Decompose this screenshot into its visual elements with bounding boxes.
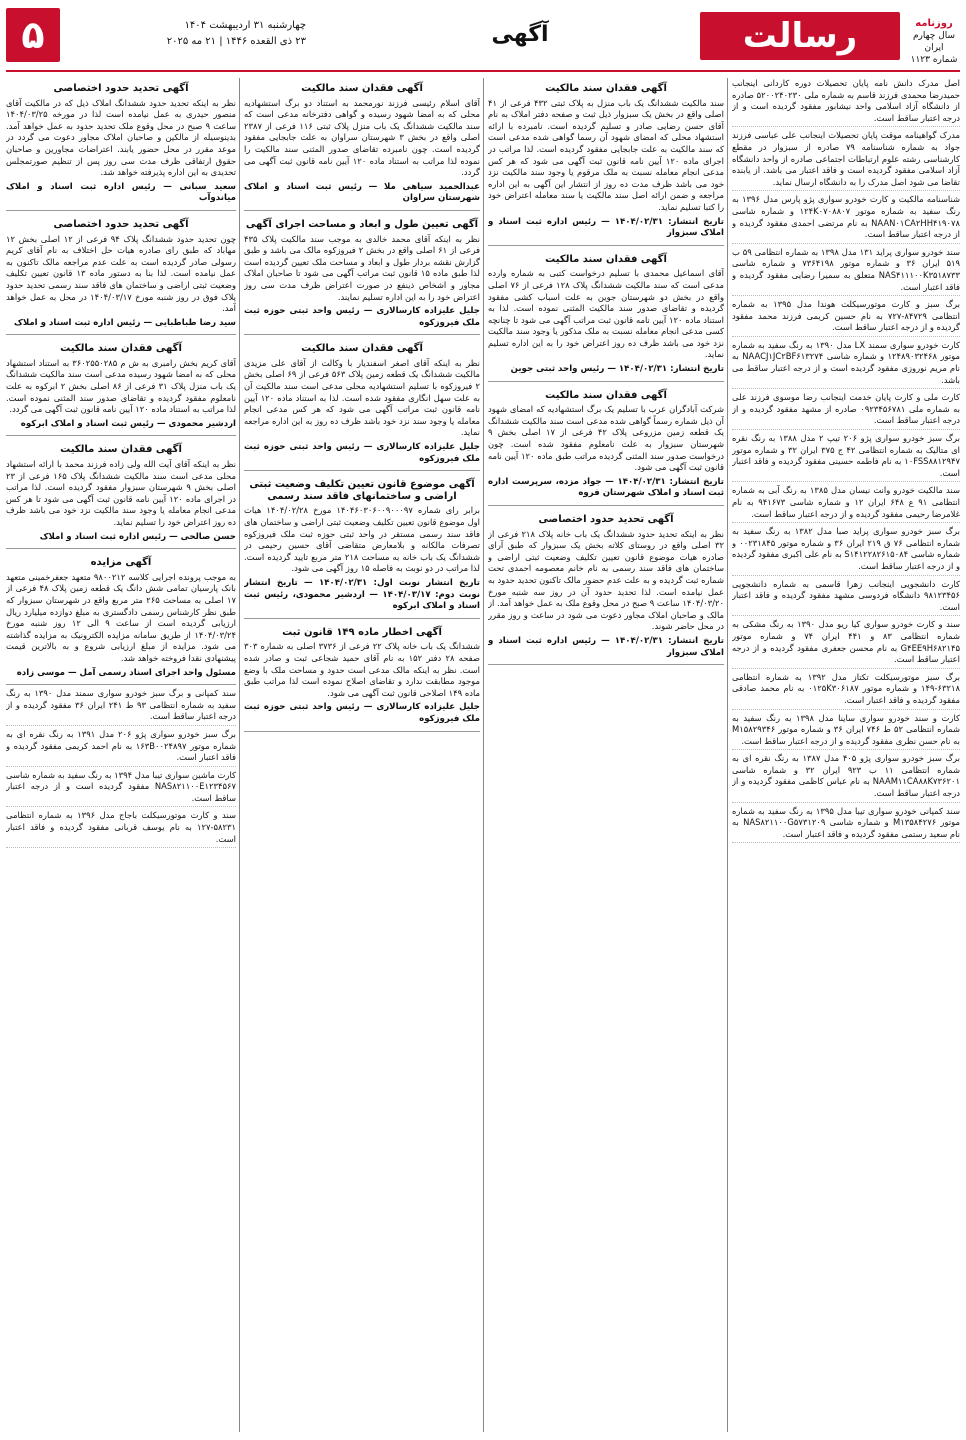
lost-notice: برگ سبز و کارت موتورسیکلت هوندا مدل ۱۳۹۵ به شماره انتظامی ۸۴۷۲۹-۷۲۷ به نام حسین کریمی فرزند محمد مفقود گردیده و از درجه اعتبار ساقط است. [732,299,960,337]
ad-block [244,214,480,335]
ad-title: آگهی فقدان سند مالکیت [545,253,667,265]
lost-notice: برگ سبز خودرو سواری پراید صبا مدل ۱۳۸۲ به رنگ سفید به شماره انتظامی ۷۶ ق ۲۱۹ ایران ۳۶ و شماره موتور ۰۰۲۳۱۸۴۵ و شماره شاسی S۱۴۱۲۲۸۲۶۱۵۰۸۴ به نام علی اکبری مفقود گردیده و از درجه اعتبار ساقط است. [732,526,960,575]
column-divider [727,78,728,1432]
lost-notice: سند و کارت موتورسیکلت باجاج مدل ۱۳۹۶ به شماره انتظامی ۵۸۲۳۱-۱۲۷ به نام یوسف قربانی مفقود گردیده و فاقد اعتبار است. [6,810,236,848]
ad-block [244,474,480,619]
ad-title: آگهی تعیین طول و ابعاد و مساحت اجرای آگهی [245,218,479,230]
column-divider [483,78,484,1432]
ad-body: چون تحدید حدود ششدانگ پلاک ۹۴ فرعی از ۱۲ اصلی بخش ۱۲ مهاباد که طبق رای صادره هیات حل اختلاف به نام آقای کریم رسولی صادر گردیده است به علت عدم مراجعه مالک تاکنون به عمل نیامده است. لذا بنا به دستور ماده ۱۳ قانون تعیین تکلیف وضعیت ثبتی اراضی و ساختمان های فاقد سند رسمی تحدید حدود پلاک فوق در روز شنبه مورخ ۱۴۰۴/۰۳/۱۷ در محل به عمل خواهد آمد. [6,233,236,314]
ad-body: به موجب پرونده اجرایی کلاسه ۹۸۰۰۲۱۲ متعهد جعفرخمینی متعهد بانک پارسیان تمامی شش دانگ یک قطعه زمین پلاک ۴۸ فرعی از ۱۷ اصلی به مساحت ۲۶۵ متر مربع واقع در شهرستان سبزوار که طبق نظر کارشناس رسمی دادگستری به مبلغ دوازده میلیارد ریال ارزیابی گردیده است از ساعت ۹ الی ۱۲ روز شنبه مورخ ۱۴۰۴/۰۳/۲۴ از طریق سامانه مزایده الکترونیک به مزایده گذاشته می شود. مزایده از مبلغ ارزیابی شروع و به بالاترین قیمت پیشنهادی نقدا فروخته خواهد شد. [6,571,236,663]
column-divider [239,78,240,1432]
ad-block [488,78,724,246]
ad-signature: تاریخ انتشار: ۱۴۰۴/۰۲/۳۱ — جواد مزده، سرپرست اداره ثبت اسناد و املاک شهرستان فروه [488,476,724,499]
lost-notice: کارت دانشجویی اینجانب زهرا قاسمی به شماره دانشجویی ۹۸۱۲۳۴۵۶ دانشگاه فردوسی مشهد مفقود گردیده و فاقد اعتبار است. [732,579,960,617]
masthead [6,8,960,68]
ad-block [488,509,724,665]
column-4 [6,78,236,1432]
lost-notice: برگ سبز خودرو سواری پژو ۲۰۶ تیپ ۲ مدل ۱۳۸۸ به رنگ نقره ای متالیک به شماره انتظامی ۴۲ ج ۳۷۵ ایران ۳۲ و شماره موتور ۱۰FSS۸۸۱۲۹۴۷ به نام فاطمه حسینی مفقود گردیده و فاقد اعتبار است. [732,433,960,482]
ad-body: ششدانگ یک باب خانه پلاک ۲۲ فرعی از ۳۷۳۶ اصلی به شماره ۳۰۳ صفحه ۲۸ دفتر ۱۵۲ به نام آقای حمید شجاعی ثبت و صادر شده است. نظر به اینکه مالک مدعی است حدود و مساحت ملک با وضع موجود مطابقت ندارد و تقاضای اصلاح نموده است لذا مراتب طبق ماده ۱۴۹ اصلاحی قانون ثبت آگهی می شود. [244,641,480,698]
ad-block [244,78,480,211]
date-block [66,18,306,50]
ad-body: سند مالکیت ششدانگ یک باب منزل به پلاک ثبتی ۴۳۲ فرعی از ۴۱ اصلی واقع در بخش یک سبزوار ذیل ثبت و صفحه دفتر املاک به نام آقای حسن رضایی صادر و تسلیم گردیده است. نامبرده با ارائه استشهاد محلی که امضای شهود آن رسما گواهی شده مدعی است که سند مالکیت به علت جابجایی مفقود گردیده است. لذا مراتب در اجرای ماده ۱۲۰ آیین نامه قانون ثبت آگهی می شود که هر کس مدعی انجام معامله نسبت به ملک مرقوم یا وجود سند مالکیت نزد خود می باشد ظرف مدت ده روز از انتشار این آگهی به این اداره مراجعه و ضمن ارائه اصل سند مالکیت یا سند معامله اعتراض خود را کتبا تسلیم نماید. [488,97,724,212]
ad-body: برابر رای شماره ۱۴۰۴۶۰۳۰۶۰۰۹۰۰۰۹۷ مورخ ۱۴۰۴/۰۲/۲۸ هیات اول موضوع قانون تعیین تکلیف وضعیت ثبتی اراضی و ساختمان های فاقد سند رسمی مستقر در واحد ثبتی حوزه ثبت ملک فیروزکوه تصرفات مالکانه و بلامعارض متقاضی آقای حسین رحیمی در ششدانگ یک باب خانه به مساحت ۲۱۸ متر مربع تایید گردیده است. لذا مراتب در دو نوبت به فاصله ۱۵ روز آگهی می شود. [244,505,480,574]
lost-notice: سند و کارت خودرو سواری کیا ریو مدل ۱۳۹۰ به رنگ مشکی به شماره انتظامی ۸۳ و ۴۴۱ ایران ۷۴ و شماره موتور G۴EE۹H۶۸۲۱۴۵ به نام محسن جعفری مفقود گردیده و از درجه اعتبار ساقط است. [732,619,960,668]
lost-notice: برگ سبز موتورسیکلت تکتاز مدل ۱۳۹۲ به شماره انتظامی ۶۳۲۱۸-۱۴۹ و شماره موتور ۰۱۲۵K۳۰۶۱۸۷ به نام محمد صادقی مفقود گردیده و فاقد اعتبار است. [732,672,960,710]
column-3 [244,78,480,1432]
ad-signature: اردشیر محمودی — رئیس ثبت اسناد و املاک ابرکوه [20,418,236,429]
ad-title: آگهی فقدان سند مالکیت [301,343,423,355]
ad-signature: مسئول واحد اجرای اسناد رسمی آمل — موسی زاده [16,667,236,678]
ad-signature: جلیل علیزاده کارسالاری — رئیس واحد ثبتی حوزه ثبت ملک فیروزکوه [244,702,480,724]
issue-info [908,18,960,66]
ad-title: آگهی اخطار ماده ۱۴۹ قانون ثبت [282,626,442,638]
ad-title: آگهی فقدان سند مالکیت [301,83,423,94]
ad-body: نظر به اینکه تحدید حدود ششدانگ املاک ذیل که در مالکیت آقای منصور حیدری به عمل نیامده است لذا در مورخه ۱۴۰۴/۰۳/۲۵ ساعت ۹ صبح در محل وقوع ملک تحدید حدود به عمل خواهد آمد. بدینوسیله از مالکین و صاحبان املاک مجاور دعوت می گردد در موعد مقرر در محل حضور یابند. اعتراضات مجاورین و صاحبان حقوق ارتفاقی ظرف مدت سی روز پس از تنظیم صورتمجلس تحدیدی به این اداره پذیرفته خواهد شد. [6,97,236,178]
header-rule [6,70,960,72]
brand-logo: رسالت [700,12,900,60]
lost-notice: سند مالکیت خودرو وانت نیسان مدل ۱۳۸۵ به رنگ آبی به شماره انتظامی ۹۱ ع ۶۴۸ ایران ۱۲ و شماره شاسی ۹۴۱۶۷۳ به نام غلامرضا رحیمی مفقود گردیده و از درجه اعتبار ساقط است. [732,485,960,523]
ad-title: آگهی فقدان سند مالکیت [60,343,182,355]
ad-body: آقای اسلام رئیسی فرزند نورمحمد به استناد دو برگ استشهادیه محلی که به امضا شهود رسیده و گواهی دفترخانه مدعی است که سند مالکیت ششدانگ یک باب منزل پلاک ثبتی ۱۱۶ فرعی از ۲۳۸۷ اصلی واقع در بخش ۳ شهرستان سراوان به علت جابجایی مفقود گردیده است. چون نامبرده تقاضای صدور المثنی سند مالکیت را نموده لذا مراتب به استناد ماده ۱۲۰ آیین نامه قانون ثبت آگهی می گردد. [244,97,480,178]
ad-signature: جلیل علیزاده کارسالاری — رئیس واحد ثبتی حوزه ثبت ملک فیروزکوه [244,442,480,464]
lost-notice: شناسنامه مالکیت و کارت خودرو سواری پژو پارس مدل ۱۳۹۶ به رنگ سفید به شماره موتور ۱۲۴K۰۷۰۸۸۰۷ و شماره شاسی NAAN۰۱CA۲HH۴۱۹۰۷۸ به نام مرتضی احمدی مفقود گردیده و از درجه اعتبار ساقط است. [732,194,960,243]
ad-block [6,439,236,549]
column-2 [488,78,724,1432]
ad-signature: سعید سبانی — رئیس اداره ثبت اسناد و املاک میاندوآب [6,181,236,204]
ad-signature: تاریخ انتشار نوبت اول: ۱۴۰۴/۰۲/۳۱ — تاریخ انتشار نوبت دوم: ۱۴۰۴/۰۳/۱۷ — اردشیر محمودی، رئیس ثبت اسناد و املاک ابرکوه [244,577,480,612]
ad-signature: عبدالحمید سیاهی ملا — رئیس ثبت اسناد و املاک شهرستان سراوان [244,181,480,204]
paper-tag: ایران [924,43,944,53]
lost-notice: سند کمپانی خودرو سواری تیبا مدل ۱۳۹۵ به رنگ سفید به شماره موتور M۱۳۵۸۴۲۷۶ و شماره شاسی NAS۸۲۱۱۰۰G۵۷۳۱۲۰۹ به نام سعید رستمی مفقود گردیده و فاقد اعتبار است. [732,806,960,844]
ad-signature: سید رضا طباطبایی — رئیس اداره ثبت اسناد و املاک [14,317,236,328]
ad-title: آگهی فقدان سند مالکیت [545,83,667,94]
lost-notice: مدرک گواهینامه موقت پایان تحصیلات اینجانب علی عباسی فرزند جواد به شماره شناسنامه ۷۹ صادره از سبزوار در مقطع کارشناسی رشته علوم ارتباطات اجتماعی صادره از واحد دانشگاه آزاد اسلامی مفقود گردیده است و فاقد اعتبار می باشد. از یابنده تقاضا می شود اصل مدرک را به دانشگاه ارسال نماید. [732,130,960,191]
ad-title: آگهی فقدان سند مالکیت [60,444,182,456]
ad-block [6,214,236,335]
ad-body: آقای کریم بخش رامبری به ش م ۳۶۰۲۵۵۰۲۸۵ به استناد استشهاد محلی که به امضا شهود رسیده مدعی است سند مالکیت ششدانگ یک باب منزل پلاک ۳۱ فرعی از ۸۶ اصلی بخش ۲ ابرکوه به علت نامعلوم مفقود گردیده و تقاضای صدور سند المثنی نموده است. لذا مراتب به استناد ماده ۱۲۰ آیین نامه قانون ثبت آگهی می گردد. [6,357,236,415]
lost-notice: برگ سبز خودرو سواری پژو ۲۰۶ مدل ۱۳۹۱ به رنگ نقره ای به شماره موتور ۱۶۳B۰۰۲۴۸۹۷ به نام احمد کریمی مفقود گردیده و فاقد اعتبار است. [6,729,236,767]
ad-body: نظر به اینکه آقای محمد خالدی به موجب سند مالکیت پلاک ۴۳۵ فرعی از ۶۱ اصلی واقع در بخش ۲ فیروزکوه مالک می باشد و طبق گزارش نقشه بردار طول و ابعاد و مساحت ملک تعیین گردیده است لذا طبق ماده ۱۵ قانون ثبت مراتب آگهی می شود تا صاحبان املاک مجاور و اشخاص ذینفع در صورت اعتراض ظرف مدت سی روز اعتراض خود را به این اداره تسلیم نمایند. [244,233,480,302]
section-title: آگهی [491,22,549,47]
ad-block [244,622,480,732]
ad-signature: تاریخ انتشار: ۱۴۰۴/۰۲/۳۱ — رئیس واحد ثبتی جوین [510,364,724,375]
edition-label: روزنامه [915,18,953,29]
ad-body: نظر به اینکه تحدید حدود ششدانگ یک باب خانه پلاک ۲۱۸ فرعی از ۳۲ اصلی واقع در روستای کلاته بخش یک سبزوار که طبق آرای صادره هیات موضوع قانون تعیین تکلیف وضعیت ثبتی اراضی و ساختمان های فاقد سند رسمی به نام خانم معصومه احمدی تحت شماره ثبت گردیده و به علت عدم حضور مالک تاکنون تحدید حدود به عمل نیامده است. لذا تحدید حدود آن در روز سه شنبه مورخ ۱۴۰۴/۰۳/۲۰ ساعت ۹ صبح در محل وقوع ملک به عمل خواهد آمد. از مالک و صاحبان املاک مجاور دعوت می شود در ساعت و روز مقرر در محل حاضر شوند. [488,528,724,632]
lost-notice: سند خودرو سواری پراید ۱۳۱ مدل ۱۳۹۸ به شماره انتظامی ۵۹ ب ۵۱۹ ایران ۳۶ و شماره موتور ۷۳۶۴۱۹۸ و شماره شاسی NAS۴۱۱۱۰۰K۳۵۱۸۷۳۳ متعلق به سمیرا رضایی مفقود گردیده و فاقد اعتبار است. [732,247,960,296]
ad-block [6,78,236,211]
column-lost-notices [732,78,960,1432]
ad-title: آگهی تحدید حدود اختصاصی [538,514,674,525]
lost-notice: کارت خودرو سواری سمند LX مدل ۱۳۹۰ به رنگ سفید به شماره موتور ۱۲۴۸۹۰۳۲۴۶۸ و شماره شاسی NAACJ۱JC۲BF۶۱۳۲۷۴ به نام مریم نوروزی مفقود گردیده است و از درجه اعتبار ساقط می باشد. [732,340,960,389]
date-persian: چهارشنبه ۳۱ اردیبهشت ۱۴۰۴ [184,20,306,31]
ad-signature: جلیل علیزاده کارسالاری — رئیس واحد ثبتی حوزه ثبت ملک فیروزکوه [244,306,480,328]
lost-notice: برگ سبز خودرو سواری پژو ۴۰۵ مدل ۱۳۸۷ به رنگ نقره ای به شماره انتظامی ۱۱ ب ۹۲۳ ایران ۳۲ و شماره شاسی NAAM۱۱CA۸۸K۷۳۶۲۰۱ به نام عباس کاظمی مفقود گردیده و از درجه اعتبار ساقط است. [732,753,960,802]
ad-signature: تاریخ انتشار: ۱۴۰۴/۰۲/۳۱ — رئیس اداره ثبت اسناد و املاک سبزوار [488,635,724,658]
ad-title: آگهی مزایده [90,557,152,569]
ad-title: آگهی تحدید حدود اختصاصی [53,218,189,230]
ad-body: آقای اسماعیل محمدی با تسلیم درخواست کتبی به شماره وارده مدعی است که سند مالکیت ششدانگ پلاک ۱۲۸ فرعی از ۷۶ اصلی واقع در بخش دو شهرستان جوین به علت اسباب کشی مفقود گردیده و تقاضای صدور سند مالکیت المثنی نموده است. لذا به استناد ماده ۱۲۰ آیین نامه قانون ثبت مراتب آگهی می شود تا چنانچه کسی مدعی انجام معامله نسبت به ملک مذکور یا وجود سند مالکیت نزد خود می باشد ظرف ده روز اعتراض خود را به این اداره تسلیم نماید. [488,268,724,360]
lost-notice: کارت ملی و کارت پایان خدمت اینجانب رضا موسوی فرزند علی به شماره ملی ۰۹۲۳۴۵۶۷۸۱ صادره از مشهد مفقود گردیده و از درجه اعتبار ساقط است. [732,392,960,430]
ad-body: نظر به اینکه آقای اصغر اسفندیار با وکالت از آقای علی مزیدی مالکیت ششدانگ یک قطعه زمین پلاک ۵۶۳ فرعی از ۶۹ اصلی بخش ۲ فیروزکوه با تسلیم استشهادیه محلی مدعی است سند مالکیت آن به علت سهل انگاری مفقود شده است. لذا به استناد ماده ۱۲۰ آیین نامه قانون ثبت مراتب آگهی می شود که هر کس مدعی انجام معامله یا وجود سند نزد خود باشد ظرف ده روز به این اداره مراجعه نماید. [244,357,480,438]
lost-notice: کارت ماشین سواری تیبا مدل ۱۳۹۴ به رنگ سفید به شماره شاسی NAS۸۲۱۱۰۰E۱۲۳۴۵۶۷ مفقود گردیده است و از درجه اعتبار ساقط است. [6,770,236,808]
ad-signature: تاریخ انتشار: ۱۴۰۴/۰۲/۳۱ — رئیس اداره ثبت اسناد و املاک سبزوار [488,216,724,239]
ad-title: آگهی موضوع قانون تعیین تکلیف وضعیت ثبتی اراضی و ساختمانهای فاقد سند رسمی [249,479,475,502]
ad-title: آگهی تحدید حدود اختصاصی [53,83,189,94]
issue-label: شماره ۱۱۲۳ [910,55,958,65]
ad-block [6,552,236,685]
ad-signature: حسن صالحی — رئیس اداره ثبت اسناد و املاک [39,531,236,542]
year-label: سال چهارم [912,31,956,41]
ad-block [6,338,236,436]
lost-notice: اصل مدرک دانش نامه پایان تحصیلات دوره کاردانی اینجانب حمیدرضا محمدی فرزند قاسم به شماره ملی ۵۲۰۰۲۴۰۲۳۰ صادره از دانشگاه آزاد اسلامی واحد نیشابور مفقود گردیده است و از درجه اعتبار ساقط است. [732,78,960,127]
ad-block [488,385,724,506]
ad-block [488,249,724,382]
ad-body: نظر به اینکه آقای آیت الله ولی زاده فرزند محمد با ارائه استشهاد محلی مدعی است سند مالکیت ششدانگ پلاک ۱۶۵ فرعی از ۲۳ اصلی بخش ۹ شهرستان سبزوار مفقود گردیده است. لذا مراتب در اجرای ماده ۱۲۰ آیین نامه قانون ثبت آگهی می شود تا هر کس مدعی انجام معامله یا وجود سند مالکیت نزد خود می باشد ظرف ده روز اعتراض خود را تسلیم نماید. [6,459,236,527]
page-number: ۵ [6,8,60,62]
ad-body: شرکت آبادگران عرب با تسلیم یک برگ استشهادیه که امضای شهود آن ذیل شماره رسماً گواهی شده مدعی است سند مالکیت ششدانگ یک قطعه زمین مزروعی پلاک ۴۲ فرعی از ۱۷ اصلی بخش ۹ شهرستان سبزوار به علت نامعلوم مفقود شده است. چون درخواست صدور سند المثنی گردیده مراتب طبق ماده ۱۲۰ آیین نامه قانون ثبت آگهی می شود. [488,404,724,473]
lost-notice: سند کمپانی و برگ سبز خودرو سواری سمند مدل ۱۳۹۰ به رنگ سفید به شماره انتظامی ۹۳ ط ۲۴۱ ایران ۳۶ مفقود گردیده و از درجه اعتبار ساقط است. [6,688,236,726]
ad-title: آگهی فقدان سند مالکیت [545,389,667,401]
ad-block [244,338,480,471]
lost-notice: کارت و سند خودرو سواری ساینا مدل ۱۳۹۸ به رنگ سفید به شماره انتظامی ۵۲ ط ۷۴۶ ایران ۳۶ و شماره موتور M۱۵۸۲۹۳۴۶ به نام حسن نظری مفقود گردیده و از درجه اعتبار ساقط است. [732,713,960,751]
date-other: ۲۳ ذی القعده ۱۴۴۶ | ۲۱ مه ۲۰۲۵ [166,36,306,47]
